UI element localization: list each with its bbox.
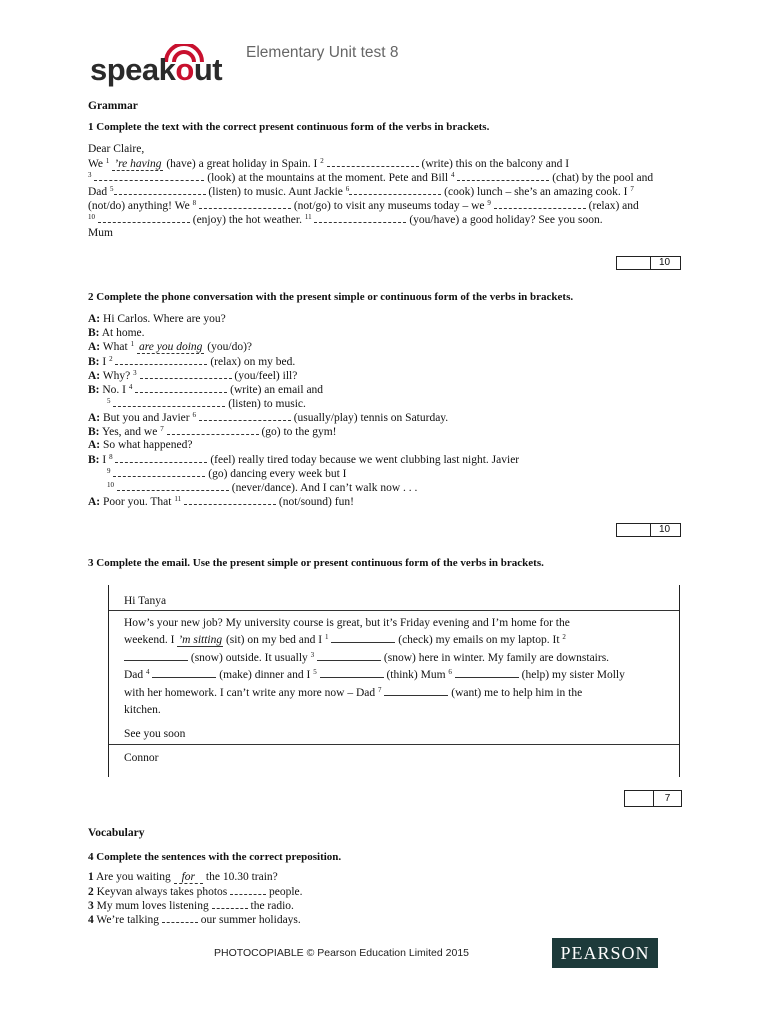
ex1-score-box [616,256,681,270]
divider [109,610,679,611]
ex4-item: 4 We’re talking our summer holidays. [88,914,301,926]
pearson-logo: PEARSON [552,938,658,968]
answer-blank[interactable] [320,667,384,678]
answer-blank[interactable] [140,368,232,379]
score-entry-field[interactable] [617,257,651,269]
answer-blank[interactable] [455,667,519,678]
dialogue-line: B: No. I $^4$ (write) an email and [88,383,324,396]
answer-blank[interactable] [113,466,205,477]
email-line-5: with her homework. I can’t write any more now – Dad $^7$ (want) me to help him in the [124,686,583,699]
divider [109,744,679,745]
dialogue-line: B: Yes, and we $^7$ (go) to the gym! [88,425,337,438]
answer-blank[interactable] [199,198,291,209]
ex1-line-1: We $^1$ ’re having (have) a great holiday in Spain. I $^2$ (write) this on the balcony and I [88,157,570,170]
ex1-instruction: 1 Complete the text with the correct present continuous form of the verbs in brackets. [88,121,490,133]
ex3-example-answer: ’m sitting [178,634,223,646]
ex2-score-box [616,523,681,537]
answer-blank[interactable] [135,382,227,393]
grammar-heading: Grammar [88,100,138,112]
dialogue-line: $^5$ (listen) to music. [107,397,306,410]
answer-blank[interactable] [184,494,276,505]
ex2-example-answer: are you doing [138,341,203,353]
email-closing: See you soon [124,728,186,740]
answer-blank[interactable] [115,452,207,463]
answer-blank[interactable] [167,424,259,435]
email-line-6: kitchen. [124,704,161,716]
ex1-example-answer: ’re having [114,158,162,170]
vocabulary-heading: Vocabulary [88,827,145,839]
speakout-logo: speakout [90,44,240,88]
ex4-item: 2 Keyvan always takes photos people. [88,886,303,898]
ex3-score-box [624,790,682,807]
answer-blank[interactable] [494,198,586,209]
ex1-salutation: Dear Claire, [88,143,145,155]
answer-blank[interactable] [384,685,448,696]
answer-blank[interactable] [331,632,395,643]
dialogue-line: A: Why? $^3$ (you/feel) ill? [88,369,298,382]
dialogue-line: B: I $^2$ (relax) on my bed. [88,355,296,368]
answer-blank[interactable] [113,396,225,407]
email-line-3: (snow) outside. It usually $^3$ (snow) here in winter. My family are downstairs. [124,650,609,668]
dialogue-line: A: So what happened? [88,439,193,451]
dialogue-line: A: Hi Carlos. Where are you? [88,313,226,325]
score-total: 7 [664,793,671,804]
email-line-1: How’s your new job? My university course is great, but it’s Friday evening and I’m home for the [124,617,570,629]
answer-blank[interactable] [199,410,291,421]
answer-blank[interactable] [98,212,190,223]
email-greeting: Hi Tanya [124,595,167,607]
dialogue-line: A: But you and Javier $^6$ (usually/play) tennis on Saturday. [88,411,449,424]
answer-blank[interactable] [152,667,216,678]
score-total: 10 [658,257,671,268]
answer-blank[interactable] [115,354,207,365]
dialogue-line: B: I $^8$ (feel) really tired today because we went clubbing last night. Javier [88,453,520,466]
dialogue-line: $^9$ (go) dancing every week but I [107,467,347,480]
ex1-line-3: Dad $^5$ (listen) to music. Aunt Jackie $^6$ (cook) lunch – she’s an amazing cook. I $^7$ [88,185,634,198]
email-signature: Connor [124,752,159,764]
answer-blank[interactable] [162,912,198,923]
answer-blank[interactable] [117,480,229,491]
ex4-item: 1 Are you waiting for the 10.30 train? [88,871,278,883]
answer-blank[interactable] [457,170,549,181]
score-total: 10 [658,524,671,535]
ex3-instruction: 3 Complete the email. Use the present simple or present continuous form of the verbs in brackets. [88,557,544,569]
dialogue-line: B: At home. [88,327,145,339]
answer-blank[interactable] [230,884,266,895]
ex4-instruction: 4 Complete the sentences with the correct preposition. [88,851,342,863]
ex2-instruction: 2 Complete the phone conversation with the present simple or continuous form of the verbs in brackets. [88,291,574,303]
copyright-notice: PHOTOCOPIABLE © Pearson Education Limited 2015 [214,947,470,959]
email-line-2: weekend. I ’m sitting (sit) on my bed and I $^1$ (check) my emails on my laptop. It $^2$ [124,633,566,646]
answer-blank[interactable] [349,184,441,195]
ex1-signoff: Mum [88,227,113,239]
answer-blank[interactable] [114,184,206,195]
answer-blank[interactable] [317,650,381,661]
email-line-4: Dad $^4$ (make) dinner and I $^5$ (think) Mum $^6$ (help) my sister Molly [124,668,625,681]
test-title: Elementary Unit test 8 [246,44,399,61]
answer-blank[interactable] [124,650,188,661]
dialogue-line: A: Poor you. That $^{11}$ (not/sound) fun! [88,495,354,508]
ex1-line-2: $^3$ (look) at the mountains at the moment. Pete and Bill $^4$ (chat) by the pool and [88,171,654,184]
dialogue-line: $^{10}$ (never/dance). And I can’t walk now . . . [107,481,418,494]
ex4-item: 3 My mum loves listening the radio. [88,900,294,912]
ex1-line-5: $^{10}$ (enjoy) the hot weather. $^{11}$ (you/have) a good holiday? See you soon. [88,213,603,226]
answer-blank[interactable] [212,898,248,909]
score-entry-field[interactable] [625,791,654,806]
answer-blank[interactable] [314,212,406,223]
answer-blank[interactable] [94,170,204,181]
dialogue-line: A: What $^1$ are you doing (you/do)? [88,340,253,353]
ex4-example-answer: for [174,871,203,884]
ex1-line-4: (not/do) anything! We $^8$ (not/go) to visit any museums today – we $^9$ (relax) and [88,199,639,212]
score-entry-field[interactable] [617,524,651,536]
answer-blank[interactable] [327,156,419,167]
